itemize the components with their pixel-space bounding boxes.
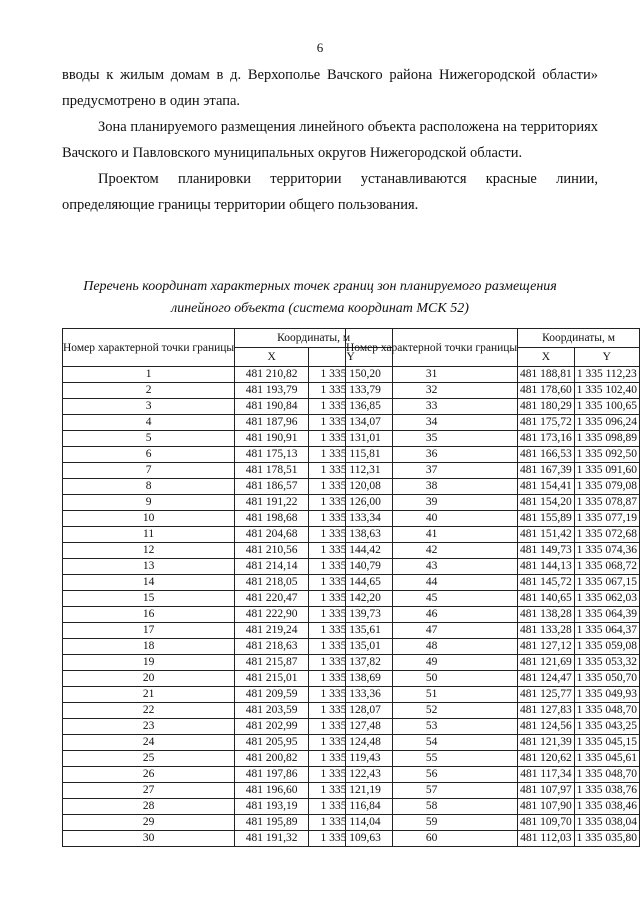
x-coordinate-cell: 481 210,82 [235,367,309,383]
y-coordinate-cell: 1 335 102,40 [574,383,639,399]
table-row [346,671,640,687]
paragraph-1: вводы к жилым домам в д. Верхополье Вачского района Нижегородской области» предусмотрено в один этапа. [62,67,598,109]
x-coordinate-cell: 481 204,68 [235,527,309,543]
x-coordinate-cell: 481 127,83 [518,703,574,719]
y-coordinate-cell: 1 335 072,68 [574,527,639,543]
table-row [63,367,393,383]
y-coordinate-cell: 1 335 114,04 [309,815,393,831]
point-number-cell: 21 [63,687,235,703]
y-coordinate-cell: 1 335 128,07 [309,703,393,719]
point-number-cell: 34 [346,415,518,431]
y-coordinate-cell: 1 335 109,63 [309,831,393,847]
body-text [62,62,598,218]
table-row [63,831,393,847]
x-coordinate-cell: 481 196,60 [235,783,309,799]
table-row [346,511,640,527]
y-coordinate-cell: 1 335 038,04 [574,815,639,831]
point-number-cell: 37 [346,463,518,479]
y-coordinate-cell: 1 335 078,87 [574,495,639,511]
caption-line-1: Перечень координат характерных точек границ зон планируемого размещения [83,279,557,294]
table-row [346,431,640,447]
point-number-cell: 10 [63,511,235,527]
x-coordinate-cell: 481 120,62 [518,751,574,767]
y-coordinate-cell: 1 335 035,80 [574,831,639,847]
table-row [346,767,640,783]
point-number-cell: 40 [346,511,518,527]
y-coordinate-cell: 1 335 112,31 [309,463,393,479]
point-number-cell: 57 [346,783,518,799]
point-number-cell: 43 [346,559,518,575]
header-point-number: Номер характерной точки границы [346,329,518,367]
point-number-cell: 32 [346,383,518,399]
point-number-cell: 36 [346,447,518,463]
table-row [63,815,393,831]
point-number-cell: 56 [346,767,518,783]
y-coordinate-cell: 1 335 049,93 [574,687,639,703]
x-coordinate-cell: 481 167,39 [518,463,574,479]
y-coordinate-cell: 1 335 124,48 [309,735,393,751]
table-row [346,495,640,511]
y-coordinate-cell: 1 335 116,84 [309,799,393,815]
table-row [63,799,393,815]
table-row [63,511,393,527]
y-coordinate-cell: 1 335 122,43 [309,767,393,783]
y-coordinate-cell: 1 335 126,00 [309,495,393,511]
table-row [346,815,640,831]
table-row [346,463,640,479]
point-number-cell: 5 [63,431,235,447]
y-coordinate-cell: 1 335 045,61 [574,751,639,767]
x-coordinate-cell: 481 133,28 [518,623,574,639]
point-number-cell: 59 [346,815,518,831]
point-number-cell: 41 [346,527,518,543]
table-row [346,415,640,431]
x-coordinate-cell: 481 219,24 [235,623,309,639]
point-number-cell: 58 [346,799,518,815]
y-coordinate-cell: 1 335 079,08 [574,479,639,495]
table-row [346,639,640,655]
y-coordinate-cell: 1 335 053,32 [574,655,639,671]
y-coordinate-cell: 1 335 100,65 [574,399,639,415]
header-coordinates: Координаты, м [235,329,393,348]
y-coordinate-cell: 1 335 119,43 [309,751,393,767]
point-number-cell: 1 [63,367,235,383]
x-coordinate-cell: 481 124,56 [518,719,574,735]
x-coordinate-cell: 481 138,28 [518,607,574,623]
table-row [346,543,640,559]
table-row [63,431,393,447]
table-row [346,527,640,543]
y-coordinate-cell: 1 335 064,39 [574,607,639,623]
table-row [346,655,640,671]
x-coordinate-cell: 481 166,53 [518,447,574,463]
point-number-cell: 27 [63,783,235,799]
table-caption [40,276,600,320]
point-number-cell: 50 [346,671,518,687]
x-coordinate-cell: 481 149,73 [518,543,574,559]
y-coordinate-cell: 1 335 064,37 [574,623,639,639]
table-row [346,399,640,415]
y-coordinate-cell: 1 335 135,61 [309,623,393,639]
x-coordinate-cell: 481 218,05 [235,575,309,591]
point-number-cell: 38 [346,479,518,495]
y-coordinate-cell: 1 335 043,25 [574,719,639,735]
y-coordinate-cell: 1 335 135,01 [309,639,393,655]
header-y: Y [574,348,639,367]
y-coordinate-cell: 1 335 144,42 [309,543,393,559]
header-coordinates: Координаты, м [518,329,640,348]
y-coordinate-cell: 1 335 134,07 [309,415,393,431]
x-coordinate-cell: 481 193,79 [235,383,309,399]
x-coordinate-cell: 481 140,65 [518,591,574,607]
y-coordinate-cell: 1 335 115,81 [309,447,393,463]
y-coordinate-cell: 1 335 067,15 [574,575,639,591]
table-row [63,383,393,399]
table-row [346,367,640,383]
point-number-cell: 31 [346,367,518,383]
coordinates-table-left [62,328,393,847]
y-coordinate-cell: 1 335 142,20 [309,591,393,607]
table-row [63,655,393,671]
y-coordinate-cell: 1 335 048,70 [574,767,639,783]
table-row [346,479,640,495]
x-coordinate-cell: 481 220,47 [235,591,309,607]
point-number-cell: 29 [63,815,235,831]
table-row [63,543,393,559]
y-coordinate-cell: 1 335 098,89 [574,431,639,447]
x-coordinate-cell: 481 191,22 [235,495,309,511]
point-number-cell: 60 [346,831,518,847]
table-row [63,639,393,655]
point-number-cell: 19 [63,655,235,671]
x-coordinate-cell: 481 117,34 [518,767,574,783]
x-coordinate-cell: 481 121,69 [518,655,574,671]
x-coordinate-cell: 481 180,29 [518,399,574,415]
y-coordinate-cell: 1 335 096,24 [574,415,639,431]
point-number-cell: 46 [346,607,518,623]
point-number-cell: 45 [346,591,518,607]
x-coordinate-cell: 481 200,82 [235,751,309,767]
x-coordinate-cell: 481 175,13 [235,447,309,463]
table-row [63,399,393,415]
table-row [346,751,640,767]
y-coordinate-cell: 1 335 062,03 [574,591,639,607]
table-row [63,559,393,575]
table-row [346,591,640,607]
table-row [63,767,393,783]
x-coordinate-cell: 481 193,19 [235,799,309,815]
point-number-cell: 17 [63,623,235,639]
point-number-cell: 22 [63,703,235,719]
x-coordinate-cell: 481 188,81 [518,367,574,383]
table-row [63,495,393,511]
table-row [63,463,393,479]
point-number-cell: 20 [63,671,235,687]
y-coordinate-cell: 1 335 127,48 [309,719,393,735]
x-coordinate-cell: 481 203,59 [235,703,309,719]
point-number-cell: 47 [346,623,518,639]
table-row [346,559,640,575]
table-row [63,703,393,719]
point-number-cell: 24 [63,735,235,751]
y-coordinate-cell: 1 335 133,36 [309,687,393,703]
point-number-cell: 3 [63,399,235,415]
point-number-cell: 25 [63,751,235,767]
y-coordinate-cell: 1 335 074,36 [574,543,639,559]
x-coordinate-cell: 481 210,56 [235,543,309,559]
header-x: X [518,348,574,367]
x-coordinate-cell: 481 214,14 [235,559,309,575]
x-coordinate-cell: 481 154,41 [518,479,574,495]
point-number-cell: 42 [346,543,518,559]
table-row [63,607,393,623]
point-number-cell: 30 [63,831,235,847]
x-coordinate-cell: 481 125,77 [518,687,574,703]
y-coordinate-cell: 1 335 048,70 [574,703,639,719]
table-row [63,591,393,607]
y-coordinate-cell: 1 335 133,79 [309,383,393,399]
y-coordinate-cell: 1 335 150,20 [309,367,393,383]
point-number-cell: 48 [346,639,518,655]
table-row [346,703,640,719]
point-number-cell: 51 [346,687,518,703]
table-row [63,687,393,703]
point-number-cell: 35 [346,431,518,447]
table-row [346,607,640,623]
point-number-cell: 55 [346,751,518,767]
table-row [346,623,640,639]
x-coordinate-cell: 481 173,16 [518,431,574,447]
table-row [346,783,640,799]
x-coordinate-cell: 481 175,72 [518,415,574,431]
point-number-cell: 8 [63,479,235,495]
paragraph-3: Проектом планировки территории устанавливаются красные линии, определяющие границы территории общего пользования. [62,171,598,213]
y-coordinate-cell: 1 335 091,60 [574,463,639,479]
y-coordinate-cell: 1 335 045,15 [574,735,639,751]
table-row [346,719,640,735]
point-number-cell: 15 [63,591,235,607]
table-row [346,831,640,847]
y-coordinate-cell: 1 335 140,79 [309,559,393,575]
header-x: X [235,348,309,367]
table-row [63,575,393,591]
x-coordinate-cell: 481 198,68 [235,511,309,527]
point-number-cell: 52 [346,703,518,719]
y-coordinate-cell: 1 335 077,19 [574,511,639,527]
point-number-cell: 13 [63,559,235,575]
x-coordinate-cell: 481 178,60 [518,383,574,399]
x-coordinate-cell: 481 191,32 [235,831,309,847]
x-coordinate-cell: 481 218,63 [235,639,309,655]
x-coordinate-cell: 481 178,51 [235,463,309,479]
caption-line-2: линейного объекта (система координат МСК 52) [171,301,469,316]
y-coordinate-cell: 1 335 092,50 [574,447,639,463]
x-coordinate-cell: 481 155,89 [518,511,574,527]
y-coordinate-cell: 1 335 133,34 [309,511,393,527]
point-number-cell: 18 [63,639,235,655]
y-coordinate-cell: 1 335 139,73 [309,607,393,623]
y-coordinate-cell: 1 335 136,85 [309,399,393,415]
table-row [63,623,393,639]
x-coordinate-cell: 481 124,47 [518,671,574,687]
table-row [346,687,640,703]
point-number-cell: 14 [63,575,235,591]
point-number-cell: 2 [63,383,235,399]
y-coordinate-cell: 1 335 112,23 [574,367,639,383]
x-coordinate-cell: 481 107,90 [518,799,574,815]
y-coordinate-cell: 1 335 038,46 [574,799,639,815]
x-coordinate-cell: 481 190,91 [235,431,309,447]
x-coordinate-cell: 481 109,70 [518,815,574,831]
point-number-cell: 6 [63,447,235,463]
x-coordinate-cell: 481 121,39 [518,735,574,751]
point-number-cell: 11 [63,527,235,543]
y-coordinate-cell: 1 335 068,72 [574,559,639,575]
point-number-cell: 16 [63,607,235,623]
x-coordinate-cell: 481 209,59 [235,687,309,703]
x-coordinate-cell: 481 202,99 [235,719,309,735]
point-number-cell: 26 [63,767,235,783]
point-number-cell: 4 [63,415,235,431]
x-coordinate-cell: 481 154,20 [518,495,574,511]
coordinates-table-right [345,328,640,847]
x-coordinate-cell: 481 222,90 [235,607,309,623]
point-number-cell: 39 [346,495,518,511]
header-point-number: Номер характерной точки границы [63,329,235,367]
y-coordinate-cell: 1 335 050,70 [574,671,639,687]
table-row [63,447,393,463]
x-coordinate-cell: 481 112,03 [518,831,574,847]
y-coordinate-cell: 1 335 137,82 [309,655,393,671]
paragraph-2: Зона планируемого размещения линейного объекта расположена на территориях Вачского и Павловского муниципальных округов Нижегородской области. [62,119,598,161]
table-row [63,415,393,431]
y-coordinate-cell: 1 335 120,08 [309,479,393,495]
point-number-cell: 23 [63,719,235,735]
x-coordinate-cell: 481 186,57 [235,479,309,495]
table-row [346,799,640,815]
y-coordinate-cell: 1 335 059,08 [574,639,639,655]
x-coordinate-cell: 481 197,86 [235,767,309,783]
page-number: 6 [316,40,324,55]
table-row [63,735,393,751]
x-coordinate-cell: 481 144,13 [518,559,574,575]
table-row [63,751,393,767]
point-number-cell: 33 [346,399,518,415]
table-row [63,783,393,799]
x-coordinate-cell: 481 215,87 [235,655,309,671]
x-coordinate-cell: 481 195,89 [235,815,309,831]
table-row [63,479,393,495]
x-coordinate-cell: 481 107,97 [518,783,574,799]
x-coordinate-cell: 481 145,72 [518,575,574,591]
point-number-cell: 44 [346,575,518,591]
point-number-cell: 28 [63,799,235,815]
y-coordinate-cell: 1 335 138,69 [309,671,393,687]
x-coordinate-cell: 481 205,95 [235,735,309,751]
table-row [63,527,393,543]
x-coordinate-cell: 481 187,96 [235,415,309,431]
point-number-cell: 54 [346,735,518,751]
x-coordinate-cell: 481 215,01 [235,671,309,687]
point-number-cell: 49 [346,655,518,671]
y-coordinate-cell: 1 335 138,63 [309,527,393,543]
table-row [346,383,640,399]
table-row [346,447,640,463]
x-coordinate-cell: 481 151,42 [518,527,574,543]
x-coordinate-cell: 481 190,84 [235,399,309,415]
table-row [346,575,640,591]
y-coordinate-cell: 1 335 121,19 [309,783,393,799]
header-y: Y [309,348,393,367]
point-number-cell: 9 [63,495,235,511]
y-coordinate-cell: 1 335 144,65 [309,575,393,591]
point-number-cell: 53 [346,719,518,735]
table-row [346,735,640,751]
point-number-cell: 12 [63,543,235,559]
y-coordinate-cell: 1 335 038,76 [574,783,639,799]
point-number-cell: 7 [63,463,235,479]
y-coordinate-cell: 1 335 131,01 [309,431,393,447]
x-coordinate-cell: 481 127,12 [518,639,574,655]
table-row [63,671,393,687]
table-row [63,719,393,735]
